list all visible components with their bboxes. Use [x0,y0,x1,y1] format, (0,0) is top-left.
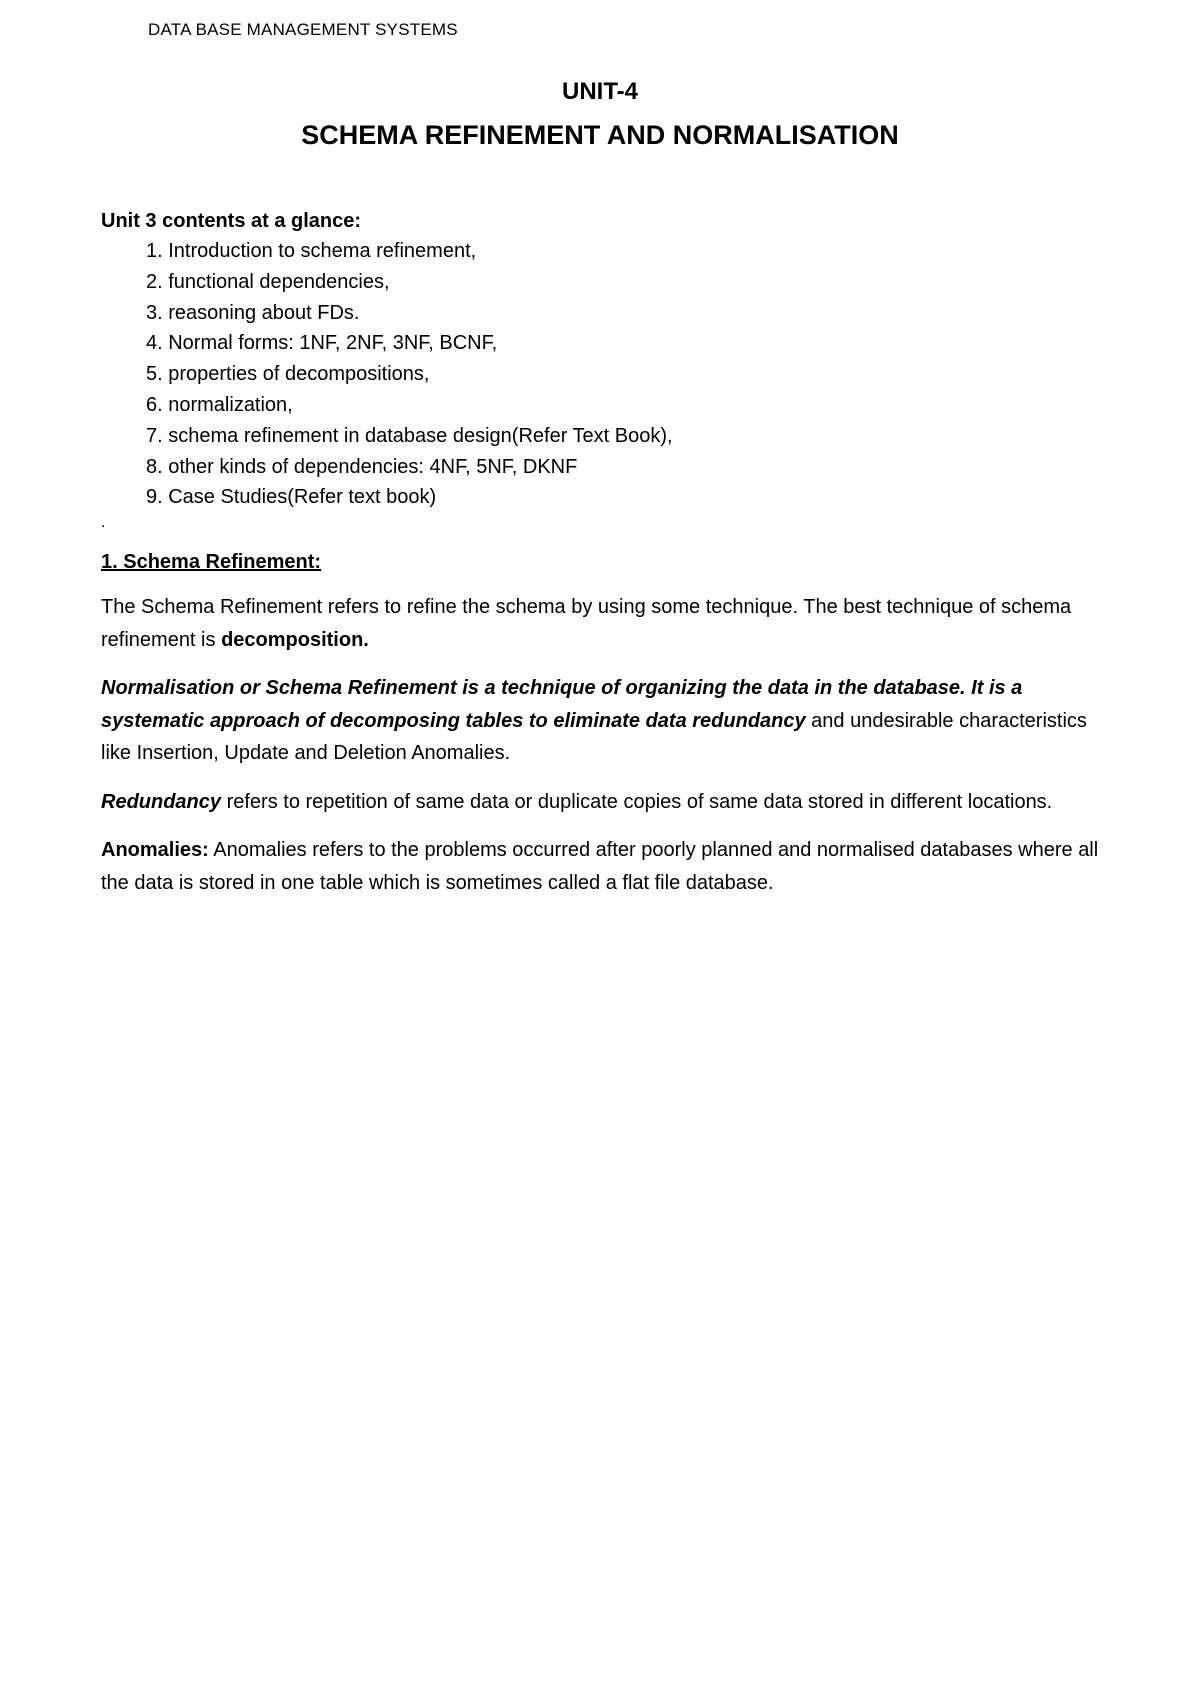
contents-item: 7. schema refinement in database design(Refer Text Book), [146,424,673,447]
emphasis-normalisation: Normalisation or Schema Refinement is a technique of organizing the data in the database. It is a systematic approach of decomposing tables to eliminate data redundancy [101,677,1023,732]
paragraph-text: Anomalies refers to the problems occurred after poorly planned and normalised databases where all the data is stored in one table which is sometimes called a flat file database. [101,839,1099,894]
section-heading: 1. Schema Refinement: [101,551,322,573]
contents-list [101,236,1101,513]
contents-item: 9. Case Studies(Refer text book) [146,486,437,509]
paragraph-redundancy [101,786,1101,819]
schema-refinement-section [101,547,1101,915]
paragraph-text: The Schema Refinement refers to refine the schema by using some technique. The best technique of schema refinement is [101,596,1072,651]
contents-heading: Unit 3 contents at a glance: [101,210,362,232]
contents-item: 2. functional dependencies, [146,270,390,293]
paragraph-text: refers to repetition of same data or duplicate copies of same data stored in different locations. [221,790,1053,813]
contents-item: 6. normalization, [146,393,293,416]
contents-section [101,206,1101,513]
paragraph-anomalies [101,834,1101,899]
unit-subtitle: SCHEMA REFINEMENT AND NORMALISATION [301,120,899,150]
contents-item: 8. other kinds of dependencies: 4NF, 5NF, DKNF [146,455,578,478]
bold-term-decomposition: decomposition. [221,628,369,651]
term-anomalies: Anomalies: [101,839,209,861]
contents-item: 4. Normal forms: 1NF, 2NF, 3NF, BCNF, [146,332,498,355]
paragraph-definition [101,591,1101,656]
running-header: DATA BASE MANAGEMENT SYSTEMS [148,20,458,39]
contents-item: 3. reasoning about FDs. [146,301,360,324]
term-redundancy: Redundancy [101,790,222,813]
paragraph-normalisation [101,672,1101,770]
trailing-dot: . [101,514,106,531]
paragraph-text: and undesirable characteristics like Insertion, Update and Deletion Anomalies. [101,709,1087,764]
unit-title: UNIT-4 [561,78,638,105]
contents-item: 5. properties of decompositions, [146,363,430,386]
contents-item: 1. Introduction to schema refinement, [146,240,477,262]
title-block [0,78,1200,152]
